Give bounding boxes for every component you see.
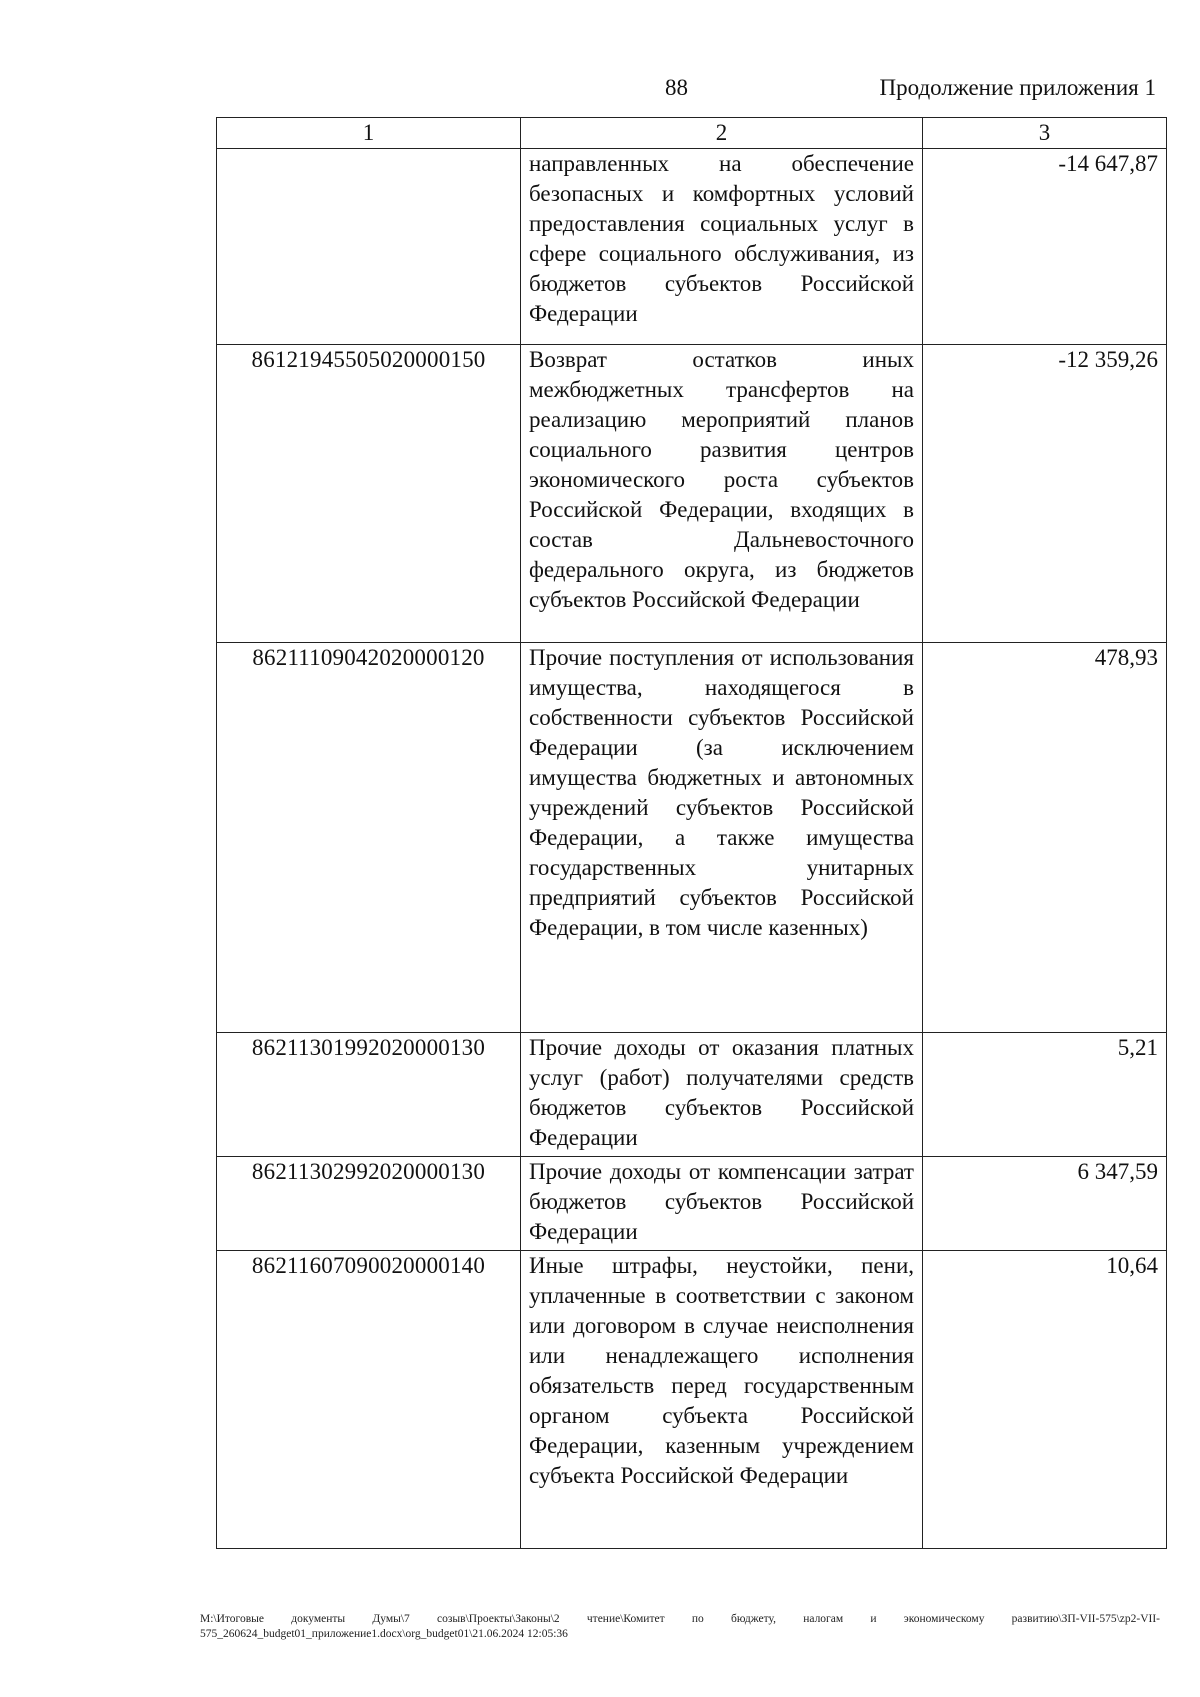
table-row (217, 1157, 1167, 1251)
table-row (217, 1251, 1167, 1549)
budget-code: 86211301992020000130 (217, 1033, 521, 1157)
page-number: 88 (665, 75, 688, 100)
amount-value: 5,21 (923, 1033, 1167, 1157)
income-description: Прочие доходы от оказания платных услуг (работ) получателями средств бюджетов субъектов Российской Федерации (521, 1033, 923, 1157)
budget-code: 86121945505020000150 (217, 345, 521, 643)
income-description: Прочие доходы от компенсации затрат бюджетов субъектов Российской Федерации (521, 1157, 923, 1251)
budget-code: 86211109042020000120 (217, 643, 521, 1033)
continuation-label: Продолжение приложения 1 (879, 75, 1156, 100)
table-row (217, 643, 1167, 1033)
budget-table (216, 117, 1167, 1549)
budget-code: 86211607090020000140 (217, 1251, 521, 1549)
budget-code: 86211302992020000130 (217, 1157, 521, 1251)
table-header-row (217, 118, 1167, 149)
income-description: направленных на обеспечение безопасных и комфортных условий предоставления социальных услуг в сфере социального обслуживания, из бюджетов субъектов Российской Федерации (521, 149, 923, 345)
income-description: Иные штрафы, неустойки, пени, уплаченные в соответствии с законом или договором в случае неисполнения или ненадлежащего исполнения обязательств перед государственным органом субъекта Российской Федерации, казенным учреждением субъекта Российской Федерации (521, 1251, 923, 1549)
amount-value: -14 647,87 (923, 149, 1167, 345)
column-header-2: 2 (521, 118, 923, 149)
amount-value: 10,64 (923, 1251, 1167, 1549)
income-description: Возврат остатков иных межбюджетных трансфертов на реализацию мероприятий планов социального развития центров экономического роста субъектов Российской Федерации, входящих в состав Дальневосточного федерального округа, из бюджетов субъектов Российской Федерации (521, 345, 923, 643)
amount-value: -12 359,26 (923, 345, 1167, 643)
table-row (217, 149, 1167, 345)
amount-value: 6 347,59 (923, 1157, 1167, 1251)
table-row (217, 1033, 1167, 1157)
file-path-footer: M:\Итоговые документы Думы\7 созыв\Проекты\Законы\2 чтение\Комитет по бюджету, налогам и экономическому развитию\ЗП-VII-575\zp2-VII-575_260624_budget01_приложение1.docx\org_budget01\21.06.2024 12:05:36 (200, 1613, 1160, 1640)
budget-code (217, 149, 521, 345)
income-description: Прочие поступления от использования имущества, находящегося в собственности субъектов Российской Федерации (за исключением имущества бюджетных и автономных учреждений субъектов Российской Федерации, а также имущества государственных унитарных предприятий субъектов Российской Федерации, в том числе казенных) (521, 643, 923, 1033)
column-header-1: 1 (217, 118, 521, 149)
column-header-3: 3 (923, 118, 1167, 149)
table-row (217, 345, 1167, 643)
amount-value: 478,93 (923, 643, 1167, 1033)
